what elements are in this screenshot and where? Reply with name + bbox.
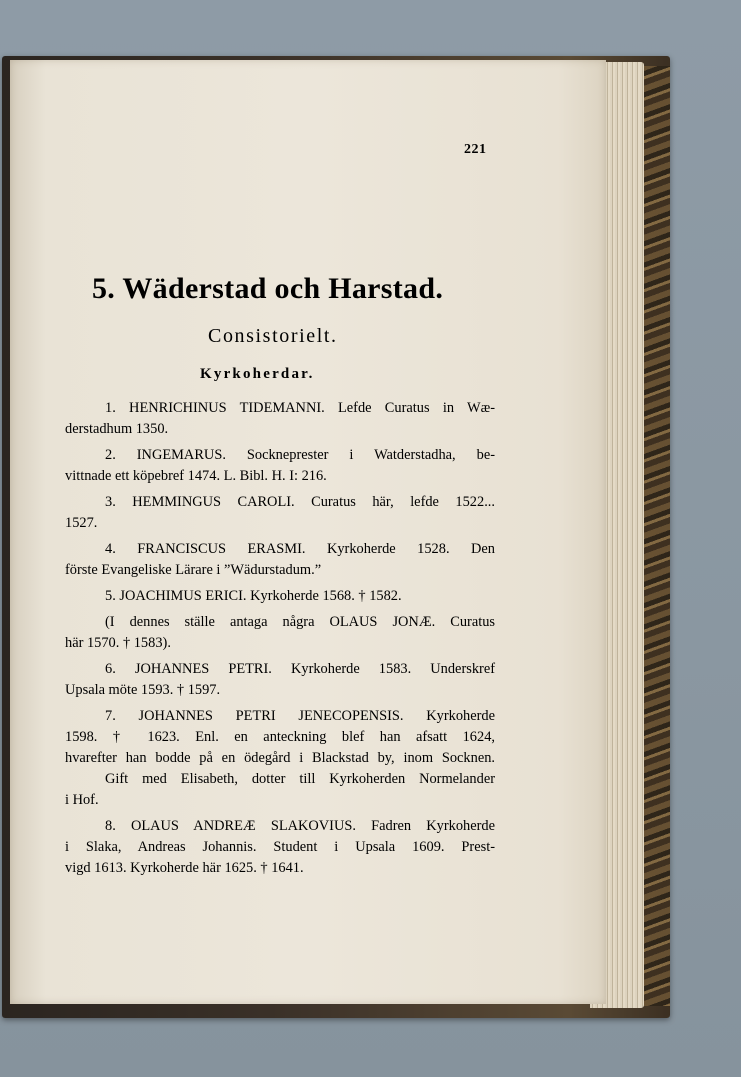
entry-line: hvarefter han bodde på en ödegård i Blackstad by, inom Socknen.: [65, 750, 495, 766]
entry-line: förste Evangeliske Lärare i ”Wädurstadum.”: [65, 562, 322, 578]
entry-line: (I dennes ställe antaga några OLAUS JONÆ. Curatus: [105, 614, 495, 630]
entry-5: [65, 586, 495, 607]
category-heading: Kyrkoherdar.: [200, 366, 315, 382]
entry-line: 1598. † 1623. Enl. en anteckning blef han afsatt 1624,: [65, 729, 495, 745]
entry-line: derstadhum 1350.: [65, 421, 169, 437]
entry-8: [65, 816, 495, 879]
marbled-edge: [640, 66, 670, 1006]
entry-line: 4. FRANCISCUS ERASMI. Kyrkoherde 1528. Den: [105, 541, 495, 557]
entry-line: Gift med Elisabeth, dotter till Kyrkoherden Normelander: [105, 771, 495, 787]
entry-3: [65, 492, 495, 534]
entries-list: [65, 398, 495, 884]
entry-line: vigd 1613. Kyrkoherde här 1625. † 1641.: [65, 860, 304, 876]
entry-line: Upsala möte 1593. † 1597.: [65, 682, 221, 698]
page-number: 221: [464, 142, 487, 157]
entry-6: [65, 659, 495, 701]
section-title: 5. Wäderstad och Harstad.: [92, 272, 444, 305]
entry-line: 3. HEMMINGUS CAROLI. Curatus här, lefde 1522...: [105, 494, 495, 510]
entry-7: [65, 706, 495, 811]
entry-line: 8. OLAUS ANDREÆ SLAKOVIUS. Fadren Kyrkoherde: [105, 818, 495, 834]
entry-1: [65, 398, 495, 440]
entry-line: 1527.: [65, 515, 98, 531]
entry-line: 2. INGEMARUS. Sockneprester i Watderstadha, be-: [105, 447, 495, 463]
entry-line: 7. JOHANNES PETRI JENECOPENSIS. Kyrkoherde: [105, 708, 495, 724]
entry-line: 1. HENRICHINUS TIDEMANNI. Lefde Curatus in Wæ-: [105, 400, 495, 416]
entry-line: vittnade ett köpebref 1474. L. Bibl. H. I: 216.: [65, 468, 327, 484]
entry-line: i Hof.: [65, 792, 99, 808]
entry-line: 6. JOHANNES PETRI. Kyrkoherde 1583. Underskref: [105, 661, 495, 677]
entry-line: i Slaka, Andreas Johannis. Student i Upsala 1609. Prest-: [65, 839, 495, 855]
entry-5-note: [65, 612, 495, 654]
entry-line: 5. JOACHIMUS ERICI. Kyrkoherde 1568. † 1582.: [105, 588, 402, 604]
entry-line: här 1570. † 1583).: [65, 635, 171, 651]
subtitle: Consistorielt.: [208, 325, 338, 347]
entry-4: [65, 539, 495, 581]
entry-2: [65, 445, 495, 487]
